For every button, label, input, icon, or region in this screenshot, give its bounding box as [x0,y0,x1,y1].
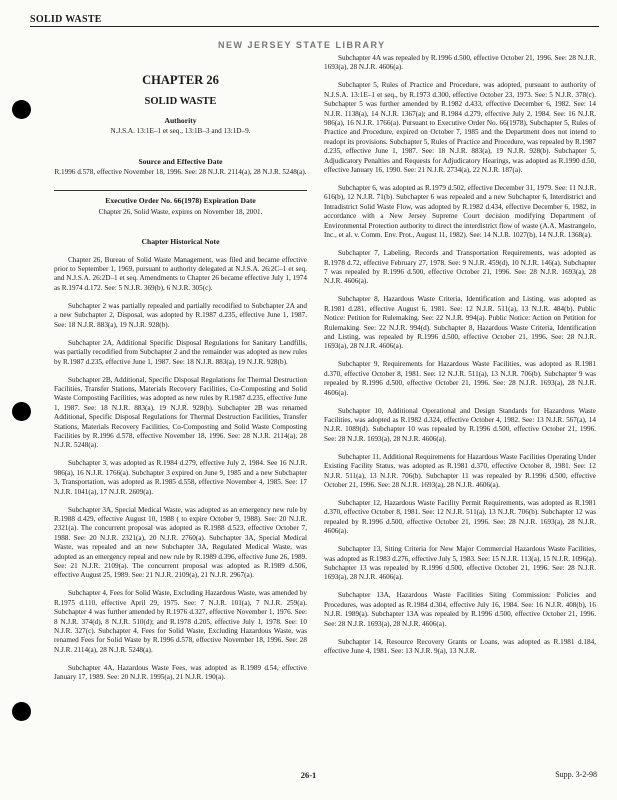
history-paragraph: Subchapter 10, Additional Operational and Design Standards for Hazardous Waste Facilities, was adopted as R.1982 d.324, effective October 4, 1982. See: 13 N.J.R. 567(a), 14 N.J.R. 1089(d). Subchapter 10 was repealed by R.1996 d.500, effective October 21, 1996. See: 28 N.J.R. 1693(a), 28 N.J.R. 4606(a). [324,406,596,443]
authority-text: N.J.S.A. 13:1E–1 et seq., 13:1B–3 and 13:1D–9. [110,127,251,136]
history-paragraph: Subchapter 6, was adopted as R.1979 d.502, effective December 31, 1979. See: 11 N.J.R. 616(b), 12 N.J.R. 71(b). Subchapter 6 was repealed and a new Subchapter 6, Interdistrict and Intradistrict Solid Waste Flow, was adopted by R.1982 d.434, effective December 6, 1982, in accordance with a New Jersey Supreme Court decision modifying Department of Environmental Protection authority to direct the interdistrict flow of waste (A.A. Mastrangelo, Inc., et al. v. Comm. Env. Prot., August 11, 1982). See: 14 N.J.R. 1027(b), 14 N.J.R. 1368(a). [324,184,596,240]
expiration-heading: Executive Order No. 66(1978) Expiration Date [105,196,256,206]
expiration-text: Chapter 26, Solid Waste, expires on November 18, 2001. [98,207,263,216]
history-paragraph: Subchapter 2B, Additional, Specific Disposal Regulations for Thermal Destruction Facilities, Transfer Stations, Materials Recovery Facilities, Co-Composting and Solid Waste Composting Facilities, was adopted as new rules by R.1987 d.235, effective June 1, 1987. See: 18 N.J.R. 883(a), 19 N.J.R. 928(b). Subchapter 2B was renamed Additional, Specific Disposal Regulations for Thermal Destruction Facilities, Transfer Stations, Materials Recovery Facilities, Co-Composting and Solid Waste Composting Facilities by R.1996 d.578, effective November 18, 1996. See: 28 N.J.R. 2114(a), 28 N.J.R. 5248(a). [54,375,307,450]
running-head: SOLID WASTE [30,14,102,25]
history-paragraph: Subchapter 3, was adopted as R.1984 d.279, effective July 2, 1984. See 16 N.J.R. 986(a), 16 N.J.R. 1766(a). Subchapter 3 expired on June 9, 1985 and a new Subchapter 3, Transportation, was adopted as R.1985 d.558, effective November 4, 1985. See: 17 N.J.R. 1041(a), 17 N.J.R. 2609(a). [54,459,307,496]
expiration-rule [54,190,307,191]
supplement-date: Supp. 3-2-98 [555,770,597,779]
punch-hole-middle [12,402,31,421]
historical-note-heading: Chapter Historical Note [141,237,220,247]
chapter-title: SOLID WASTE [144,96,217,108]
history-paragraph: Subchapter 2A, Additional Specific Disposal Regulations for Sanitary Landfills, was partially recodified from Subchapter 2 and the remainder was adopted as new rules by R.1987 d.235, effective June 1, 1987. See: 18 N.J.R. 883(a), 19 N.J.R. 928(b). [54,338,307,366]
history-paragraph: Subchapter 4A, Hazardous Waste Fees, was adopted as R.1989 d.54, effective January 17, 1989. See: 20 N.J.R. 1995(a), 21 N.J.R. 190(a). [54,663,307,682]
history-paragraph: Subchapter 4A was repealed by R.1996 d.500, effective October 21, 1996. See: 28 N.J.R. 1693(a), 28 N.J.R. 4606(a). [324,54,596,72]
history-paragraph: Subchapter 13, Siting Criteria for New Major Commercial Hazardous Waste Facilities, was adopted as R.1983 d.276, effective July 5, 1983. See: 15 N.J.R. 113(a), 15 N.J.R. 1096(a). Subchapter 13 was repealed by R.1996 d.500, effective October 21, 1996. See: 28 N.J.R. 1693(a), 28 N.J.R. 4606(a). [324,545,596,582]
history-paragraph: Subchapter 3A, Special Medical Waste, was adopted as an emergency new rule by R.1988 d.429, effective August 10, 1988 ( to expire October 9, 1988). See: 20 N.J.R. 2321(a). The concurrent proposal was adopted as R.1988 d.523, effective October 7, 1988. See: 20 N.J.R. 2321(a), 20 N.J.R. 2760(a). Subchapter 3A, Special Medical Waste, was repealed and an new Subchapter 3A, Regulated Medical Waste, was adopted as an emergency repeal and new rule by R.1989 d.396, effective June 26, 1989. See: 21 N.J.R. 2109(a). The concurrent proposal was adopted as R.1989 d.506, effective August 25, 1989. See: 21 N.J.R. 2109(a), 21 N.J.R. 2967(a). [54,505,307,580]
chapter-number: CHAPTER 26 [142,73,219,87]
punch-hole-top [12,100,31,119]
history-paragraph: Chapter 26, Bureau of Solid Waste Management, was filed and became effective prior to September 1, 1969, pursuant to authority delegated at N.J.S.A. 26:2C–1 et seq. and N.J.S.A. 26:2D–1 et seq. Amendments to Chapter 26 became effective July 1, 1974 as R.1974 d.172. See: 5 N.J.R. 369(b), 6 N.J.R. 305(c). [54,255,307,292]
left-column [54,54,307,691]
history-paragraph: Subchapter 4, Fees for Solid Waste, Excluding Hazardous Waste, was amended by R.1975 d.110, effective April 29, 1975. See: 7 N.J.R. 101(a), 7 N.J.R. 259(a). Subchapter 4 was further amended by R.1976 d.327, effective November 1, 1976. See: 8 N.J.R. 374(d), 8 N.J.R. 510(d); and R.1978 d.205, effective July 1, 1978. See: 10 N.J.R. 327(c). Subchapter 4, Fees for Solid Waste, Excluding Hazardous Waste, was renamed Fees for Solid Waste by R.1996 d.578, effective November 18, 1996. See: 28 N.J.R. 2114(a), 28 N.J.R. 5248(a). [54,589,307,654]
history-paragraph: Subchapter 14, Resource Recovery Grants or Loans, was adopted as R.1981 d.184, effective June 4, 1981. See: 13 N.J.R. 9(a), 13 N.J.R. [324,637,596,656]
punch-hole-bottom [12,702,31,721]
history-paragraph: Subchapter 2 was partially repealed and partially recodified to Subchapter 2A and a new Subchapter 2, Disposal, was adopted by R.1987 d.235, effective June 1, 1987. See: 18 N.J.R. 883(a), 19 N.J.R. 928(b). [54,301,307,329]
history-paragraph: Subchapter 9, Requirements for Hazardous Waste Facilities, was adopted as R.1981 d.370, effective October 8, 1981. See: 12 N.J.R. 511(a), 13 N.J.R. 706(b). Subchapter 9 was repealed by R.1996 d.500, effective October 21, 1996. See: 28 N.J.R. 1693(a), 28 N.J.R. 4606(a). [324,360,596,397]
right-column [324,54,596,665]
history-paragraph: Subchapter 12, Hazardous Waste Facility Permit Requirements, was adopted as R.1981 d.370, effective October 8, 1981. See: 12 N.J.R. 511(a), 13 N.J.R. 706(b). Subchapter 12 was repealed by R.1996 d.500, effective October 21, 1996. See: 28 N.J.R. 1693(a), 28 N.J.R. 4606(a). [324,499,596,536]
history-paragraph: Subchapter 7, Labeling, Records and Transportation Requirements, was adopted as R.1978 d.72, effective February 27, 1978. See: 9 N.J.R. 459(d), 10 N.J.R. 146(a). Subchapter 7 was repealed by R.1996 d.500, effective October 21, 1996. See: 28 N.J.R. 1693(a), 28 N.J.R. 4606(a). [324,249,596,286]
source-heading: Source and Effective Date [138,156,223,166]
history-paragraph: Subchapter 5, Rules of Practice and Procedure, was adopted, pursuant to authority of N.J.S.A. 13:1E–1 et seq., by R.1973 d.300, effective October 23, 1973. See: 5 N.J.R. 378(c). Subchapter 5 was further amended by R.1982 d.433, effective December 6, 1982. See: 14 N.J.R. 1138(a), 14 N.J.R. 1367(a); and R.1984 d.279, effective July 2, 1984. See: 16 N.J.R. 986(a), 16 N.J.R. 1766(a). Pursuant to Executive Order No. 66(1978), Subchapter 5, Rules of Practice and Procedure, expired on October 7, 1985 and the Department does not intend to readopt its provisions. Subchapter 5, Rules of Practice and Procedure, was repealed by R.1987 d.235, effective June 1, 1987. See: 18 N.J.R. 883(a), 19 N.J.R. 928(b). Subchapter 5, Adjudicatory Penalties and Requests for Adjudicatory Hearings, was adopted as R.1990 d.50, effective January 16, 1990. See: 21 N.J.R. 2734(a), 22 N.J.R. 187(a). [324,81,596,175]
history-paragraph: Subchapter 8, Hazardous Waste Criteria, Identification and Listing, was adopted as R.1981 d.281, effective August 6, 1981. See: 12 N.J.R. 511(a), 13 N.J.R. 484(b). Public Notice: Petition for Rulemaking. See: 22 N.J.R. 994(a). Public Notice: Action on Petition for Rulemaking. See: 22 N.J.R. 994(d). Subchapter 8, Hazardous Waste Criteria, Identification and Listing, was repealed by R.1996 d.500, effective October 21, 1996. See: 28 N.J.R. 1693(a), 28 N.J.R. 4606(a). [324,295,596,351]
authority-heading: Authority [164,115,197,125]
header-rule [30,26,599,27]
history-paragraph: Subchapter 13A, Hazardous Waste Facilities Siting Commission: Policies and Procedures, was adopted as R.1984 d.304, effective July 16, 1984. See: 16 N.J.R. 408(b), 16 N.J.R. 1989(a). Subchapter 13A was repealed by R.1996 d.500, effective October 21, 1996. See: 28 N.J.R. 1693(a), 28 N.J.R. 4606(a). [324,591,596,628]
library-stamp: NEW JERSEY STATE LIBRARY [218,40,386,50]
page-number: 26-1 [300,770,317,780]
source-text: R.1996 d.578, effective November 18, 1996. See: 28 N.J.R. 2114(a), 28 N.J.R. 5248(a). [54,168,307,177]
history-paragraph: Subchapter 11, Additional Requirements for Hazardous Waste Facilities Operating Under Existing Facility Status, was adopted as R.1981 d.370, effective October 8, 1981. See: 12 N.J.R. 511(a), 13 N.J.R. 706(b). Subchapter 11 was repealed by R.1996 d.500, effective October 21, 1996. See: 28 N.J.R. 1693(a), 28 N.J.R. 4606(a). [324,452,596,489]
